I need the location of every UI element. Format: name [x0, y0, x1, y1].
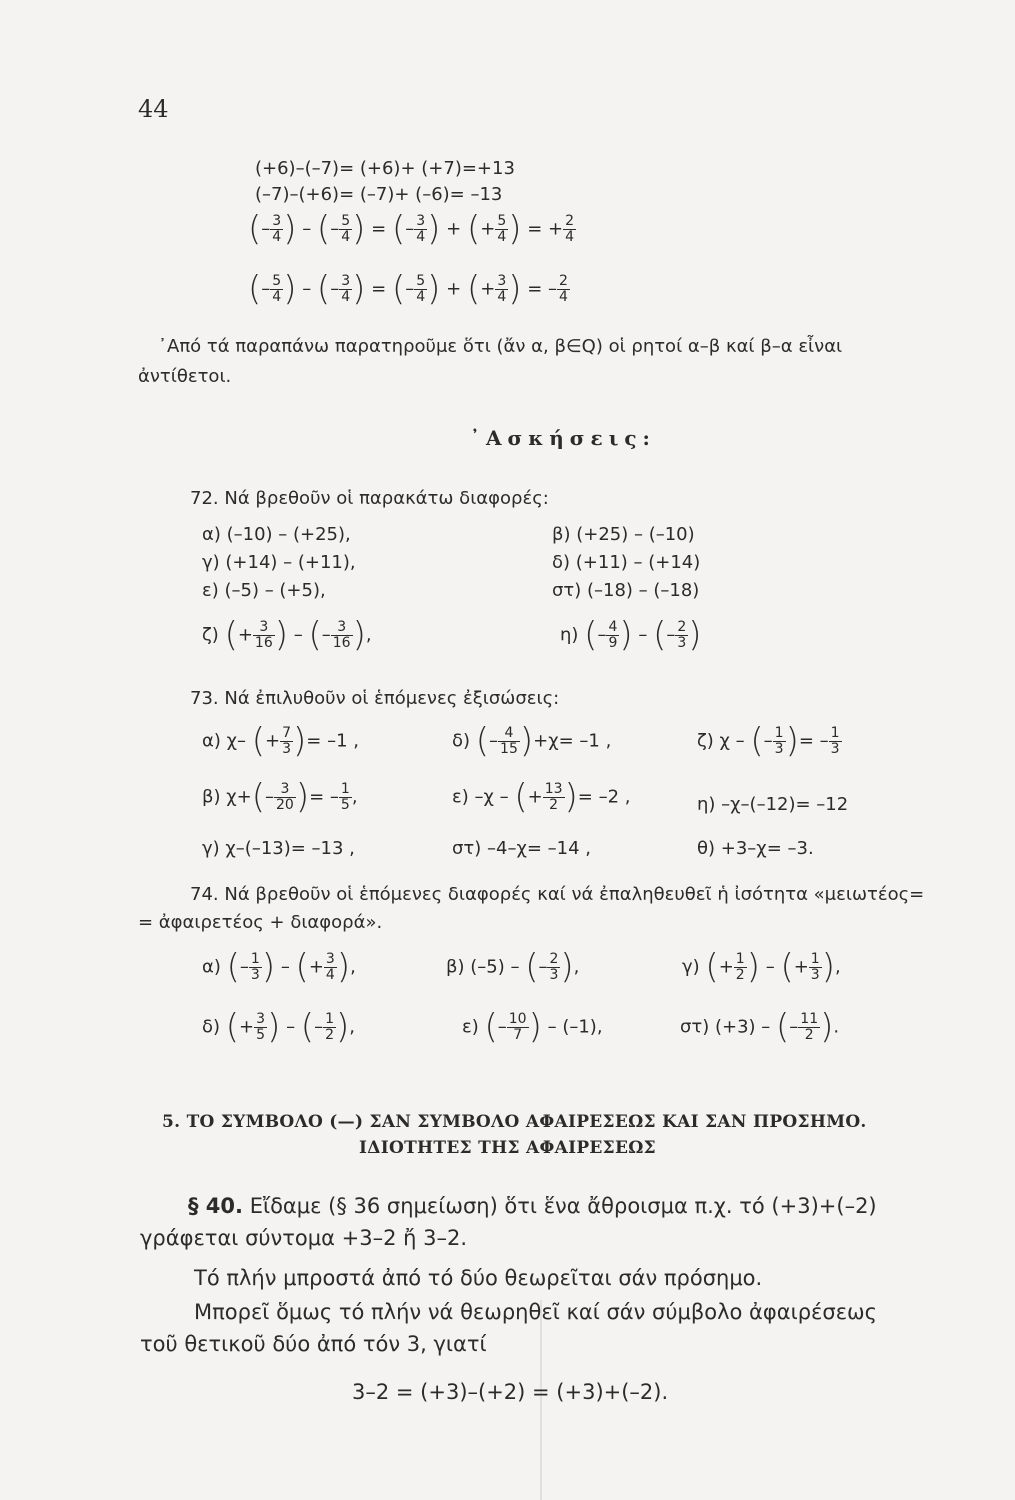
ex73-h: η) –χ–(–12)= –12	[697, 794, 849, 815]
ex72-st: στ) (–18) – (–18)	[552, 580, 700, 601]
paragraph-40-line-1: § 40. Εἴδαμε (§ 36 σημείωση) ὅτι ἕνα ἄθροισμα π.χ. τό (+3)+(–2)	[188, 1194, 877, 1218]
ex72-e: ε) (–5) – (+5),	[202, 580, 326, 601]
exercise-73-title: 73. Νά ἐπιλυθοῦν οἱ ἑπόμενες ἐξισώσεις:	[190, 688, 560, 709]
ex74-e: ε) (– $\frac{10}{7}$ ) – (–1),	[462, 1007, 603, 1047]
ex73-th: θ) +3–χ= –3.	[697, 838, 814, 859]
ex73-e: ε) –χ – (+ $\frac{13}{2}$ )= –2 ,	[452, 777, 631, 817]
ex72-h: η) (– $\frac{4}{9}$ ) – (– $\frac{2}{3}$ )	[560, 615, 702, 655]
ex72-d: δ) (+11) – (+14)	[552, 552, 701, 573]
ex74-st: στ) (+3) – (– $\frac{11}{2}$ ).	[680, 1007, 840, 1047]
ex73-b: β) χ+(– $\frac{3}{20}$ )= – $\frac{1}{5}$ ,	[202, 777, 358, 817]
ex74-d: δ) (+ $\frac{3}{5}$ ) – (– $\frac{1}{2}$ ),	[202, 1007, 355, 1047]
exercise-74-line-2: = ἀφαιρετέος + διαφορά».	[138, 912, 383, 933]
exercise-74-line-1: 74. Νά βρεθοῦν οἱ ἑπόμενες διαφορές καί νά ἐπαληθευθεῖ ἡ ἰσότητα «μειωτέος=	[190, 884, 925, 905]
fraction-equation-1: (– $\frac{3}{4}$ ) – (– $\frac{5}{4}$ ) = (– $\frac{3}{4}$ ) + (+ $\frac{5}{4}$ ) = + $\frac{2}{4}$	[248, 209, 575, 249]
page-number: 44	[138, 95, 169, 123]
ex73-g: γ) χ–(–13)= –13 ,	[202, 838, 355, 859]
exercise-72-title: 72. Νά βρεθοῦν οἱ παρακάτω διαφορές:	[190, 488, 549, 509]
equation-2: (–7)–(+6)= (–7)+ (–6)= –13	[255, 184, 503, 205]
ex72-b: β) (+25) – (–10)	[552, 524, 695, 545]
ex73-d: δ) (– $\frac{4}{15}$ )+χ= –1 ,	[452, 721, 612, 761]
equation-1: (+6)–(–7)= (+6)+ (+7)=+13	[255, 158, 515, 179]
paragraph-40-line-6: 3–2 = (+3)–(+2) = (+3)+(–2).	[352, 1380, 669, 1404]
ex74-a: α) (– $\frac{1}{3}$ ) – (+ $\frac{3}{4}$ ),	[202, 947, 356, 987]
section-title-line-2: ΙΔΙΟΤΗΤΕΣ ΤΗΣ ΑΦΑΙΡΕΣΕΩΣ	[358, 1138, 657, 1158]
paragraph-mark: § 40.	[188, 1194, 244, 1218]
ex73-a: α) χ– (+ $\frac{7}{3}$ )= –1 ,	[202, 721, 359, 761]
paragraph-40-line-4: Μπορεῖ ὅμως τό πλήν νά θεωρηθεῖ καί σάν σύμβολο ἀφαιρέσεως	[194, 1300, 877, 1324]
exercises-heading: ᾿Ασκήσεις:	[470, 426, 656, 450]
section-title-line-1: 5. ΤΟ ΣΥΜΒΟΛΟ (—) ΣΑΝ ΣΥΜΒΟΛΟ ΑΦΑΙΡΕΣΕΩΣ ΚΑΙ ΣΑΝ ΠΡΟΣΗΜΟ.	[162, 1112, 867, 1132]
fraction-equation-2: (– $\frac{5}{4}$ ) – (– $\frac{3}{4}$ ) = (– $\frac{5}{4}$ ) + (+ $\frac{3}{4}$ ) = – $\frac{2}{4}$	[248, 269, 568, 309]
ex73-st: στ) –4–χ= –14 ,	[452, 838, 591, 859]
ex73-z: ζ) χ – (– $\frac{1}{3}$ )= – $\frac{1}{3}$	[697, 721, 840, 761]
ex74-b: β) (–5) – (– $\frac{2}{3}$ ),	[446, 947, 580, 987]
paragraph-40-line-5: τοῦ θετικοῦ δύο ἀπό τόν 3, γιατί	[140, 1332, 487, 1356]
paragraph-40-line-3: Τό πλήν μπροστά ἀπό τό δύο θεωρεῖται σάν πρόσημο.	[194, 1266, 763, 1290]
ex72-g: γ) (+14) – (+11),	[202, 552, 356, 573]
ex74-g: γ) (+ $\frac{1}{2}$ ) – (+ $\frac{1}{3}$ ),	[682, 947, 841, 987]
ex72-z: ζ) (+ $\frac{3}{16}$ ) – (– $\frac{3}{16}$ ),	[202, 615, 372, 655]
observation-line-1: ᾿Από τά παραπάνω παρατηροῦμε ὅτι (ἄν α, β∈Q) οἱ ρητοί α–β καί β–α εἶναι	[158, 336, 843, 357]
observation-line-2: ἀντίθετοι.	[138, 366, 232, 387]
paragraph-40-line-2: γράφεται σύντομα +3–2 ἤ 3–2.	[140, 1226, 468, 1250]
ex72-a: α) (–10) – (+25),	[202, 524, 351, 545]
